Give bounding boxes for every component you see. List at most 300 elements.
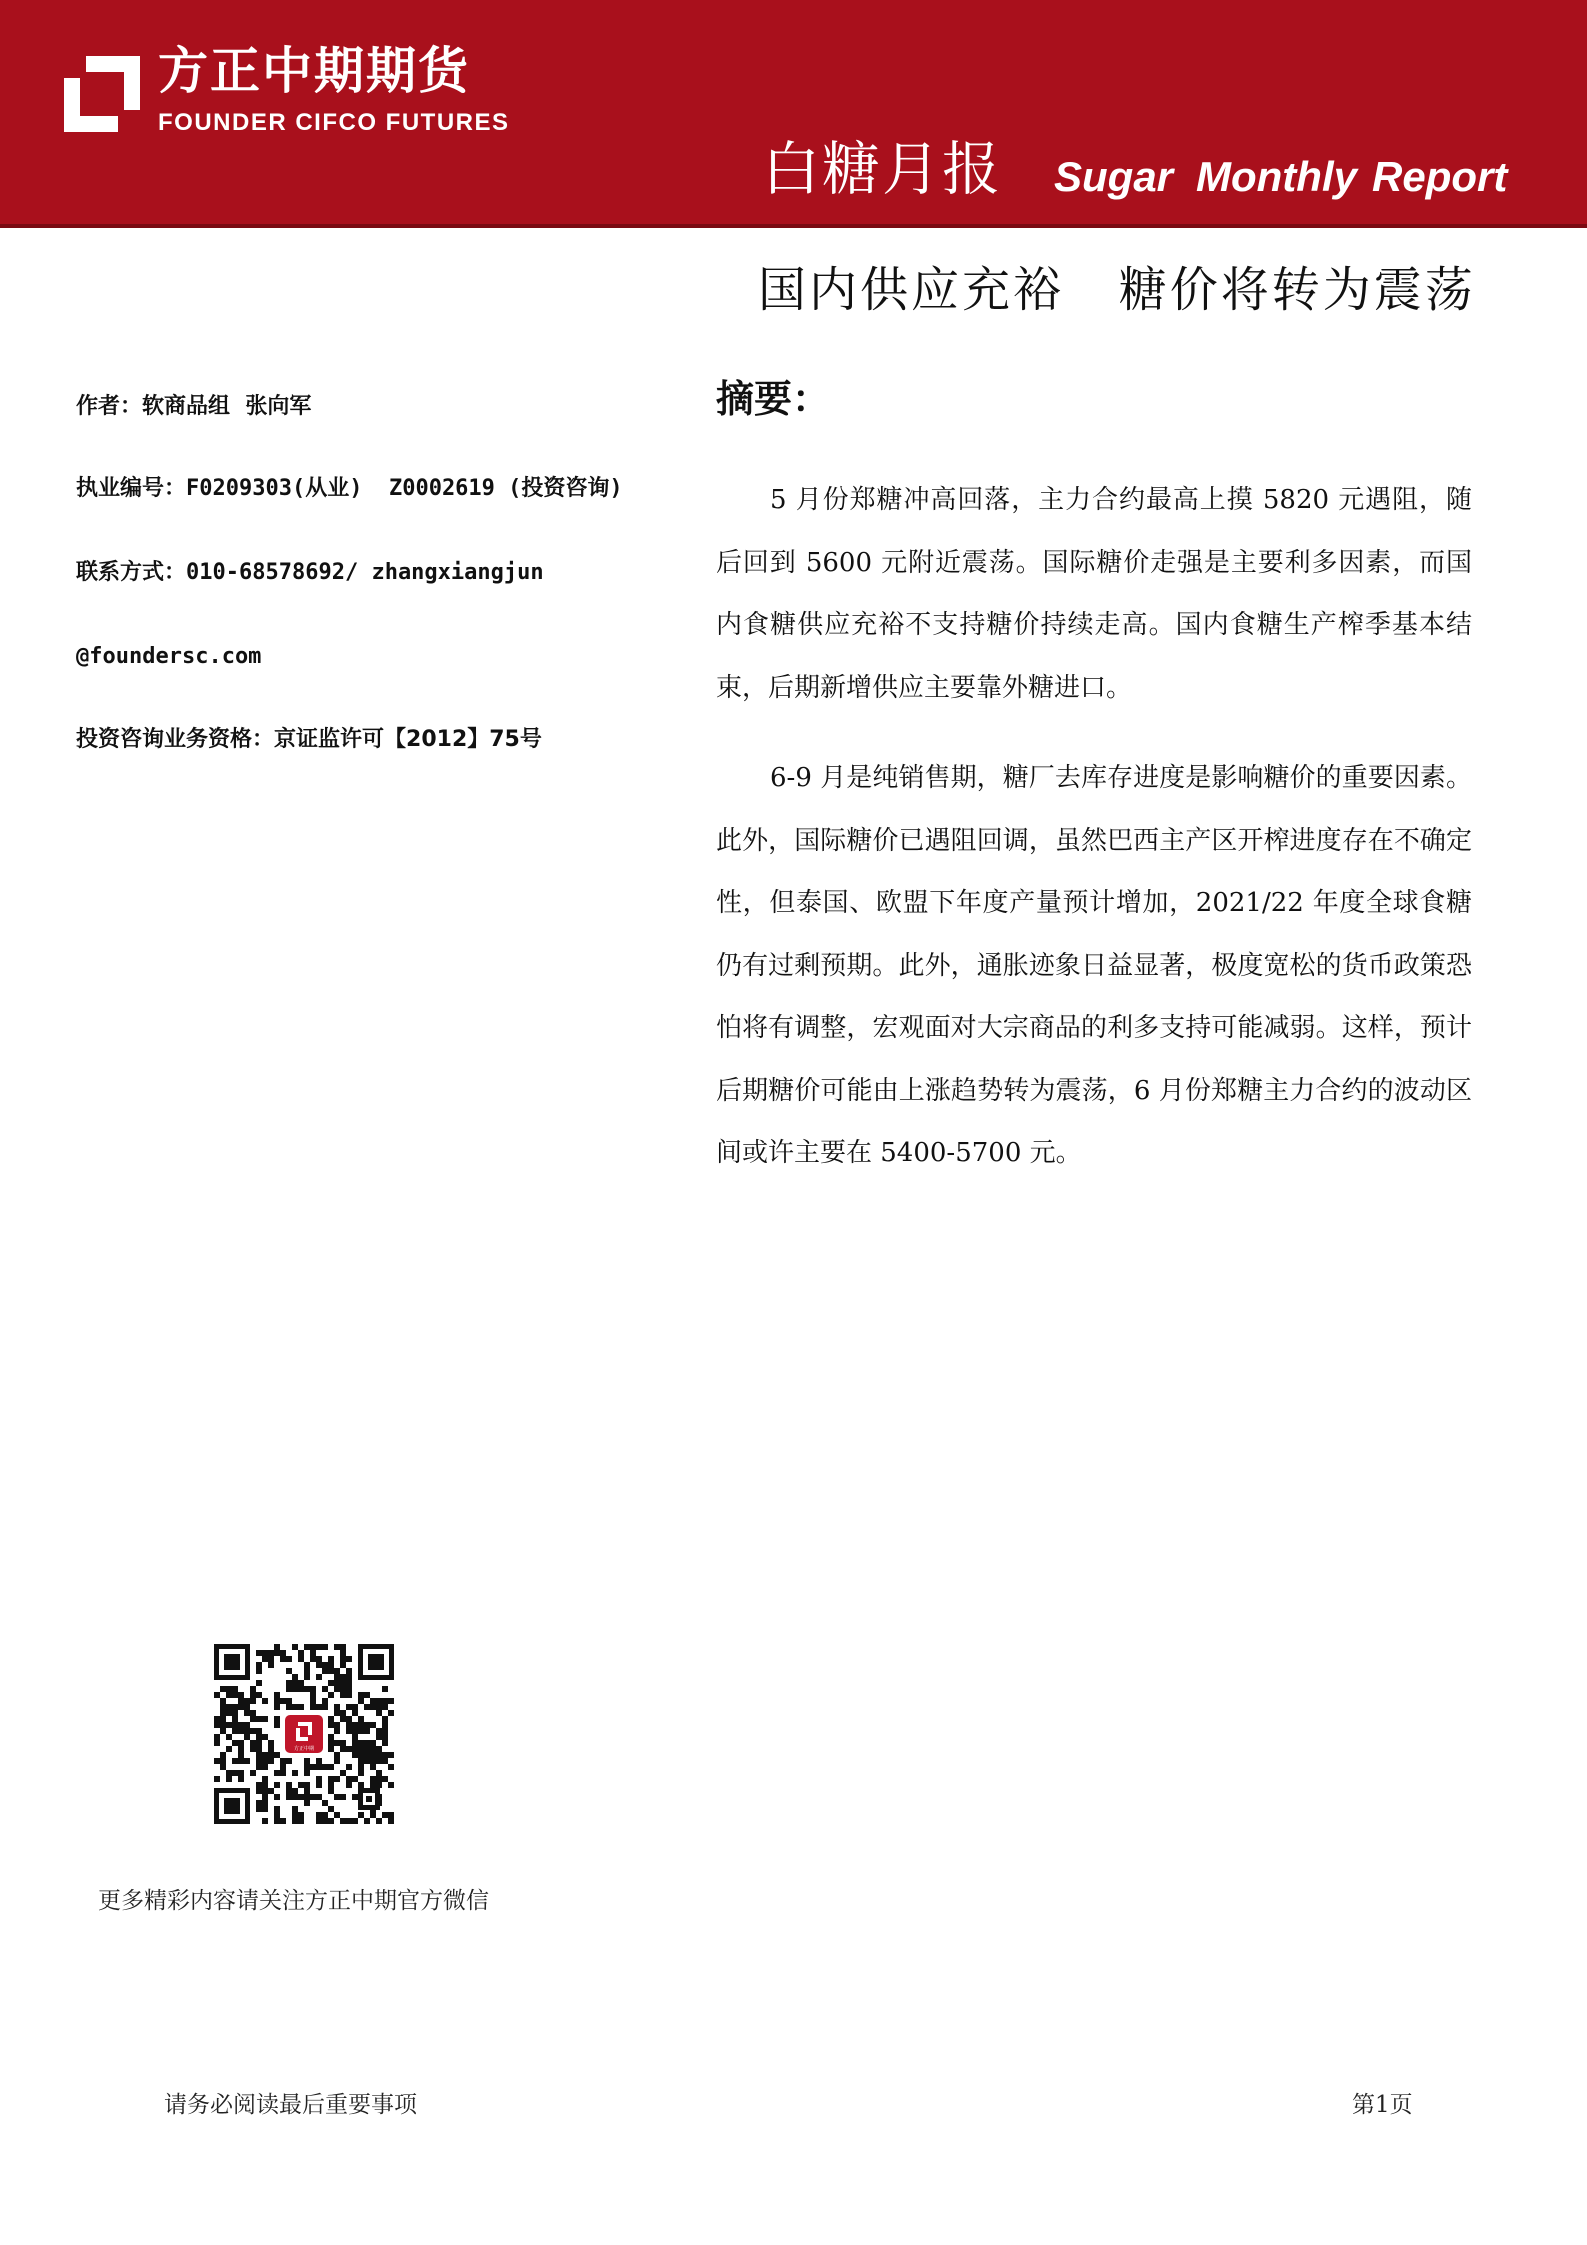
qr-module — [268, 1788, 274, 1794]
qr-module — [292, 1644, 298, 1650]
qr-module — [286, 1668, 292, 1674]
qr-module — [238, 1740, 244, 1746]
qr-module — [310, 1692, 316, 1698]
wechat-qr-code — [214, 1644, 394, 1824]
qr-module — [346, 1782, 352, 1788]
qr-module — [334, 1686, 340, 1692]
qr-module — [346, 1668, 352, 1674]
qr-module — [310, 1656, 316, 1662]
qr-module — [250, 1746, 256, 1752]
qr-module — [334, 1812, 340, 1818]
qr-module — [382, 1740, 388, 1746]
qr-module — [298, 1704, 304, 1710]
qr-module — [358, 1758, 364, 1764]
qr-module — [340, 1680, 346, 1686]
qr-module — [256, 1764, 262, 1770]
qr-module — [232, 1740, 238, 1746]
summary-paragraph-1: 5 月份郑糖冲高回落，主力合约最高上摸 5820 元遇阻，随后回到 5600 元附近震荡。国际糖价走强是主要利多因素，而国内食糖供应充裕不支持糖价持续走高。国内食糖生产榨季基本结束，后期新增供应主要靠外糖进口。 — [716, 485, 1472, 703]
qr-module — [376, 1770, 382, 1776]
qr-module — [310, 1704, 316, 1710]
qr-module — [388, 1812, 394, 1818]
qr-module — [268, 1740, 274, 1746]
qr-module — [328, 1764, 334, 1770]
qr-module — [226, 1776, 232, 1782]
qr-module — [244, 1734, 250, 1740]
qr-module — [292, 1788, 298, 1794]
qr-module — [364, 1740, 370, 1746]
qr-module — [298, 1656, 304, 1662]
qr-module — [310, 1794, 316, 1800]
qr-module — [358, 1764, 364, 1770]
qr-module — [316, 1776, 322, 1782]
qr-module — [268, 1758, 274, 1764]
qr-module — [328, 1668, 334, 1674]
qr-module — [220, 1686, 226, 1692]
qr-module — [322, 1818, 328, 1824]
qr-module — [364, 1758, 370, 1764]
qr-module — [382, 1716, 388, 1722]
page-number: 第1页 — [1352, 2092, 1413, 2118]
qr-module — [370, 1776, 376, 1782]
qr-module — [256, 1752, 262, 1758]
qr-module — [388, 1818, 394, 1824]
qr-module — [292, 1812, 298, 1818]
qr-module — [250, 1698, 256, 1704]
qr-module — [280, 1818, 286, 1824]
qr-module — [256, 1788, 262, 1794]
qr-module — [304, 1764, 310, 1770]
qr-module — [334, 1674, 340, 1680]
qr-module — [220, 1704, 226, 1710]
qr-module — [364, 1752, 370, 1758]
qr-module — [250, 1728, 256, 1734]
qr-module — [352, 1746, 358, 1752]
footer-notice: 请务必阅读最后重要事项 — [164, 2092, 417, 2118]
qr-module — [376, 1818, 382, 1824]
report-type-en-word-1: Sugar — [1054, 153, 1174, 200]
qr-module — [358, 1812, 364, 1818]
qr-module — [346, 1686, 352, 1692]
qr-module — [364, 1728, 370, 1734]
company-name-cn: 方正中期期货 — [158, 42, 470, 100]
qr-module — [292, 1770, 298, 1776]
qr-module — [262, 1734, 268, 1740]
qr-module — [274, 1806, 280, 1812]
qr-module — [232, 1704, 238, 1710]
qr-module — [382, 1728, 388, 1734]
qr-module — [226, 1710, 232, 1716]
qr-module — [250, 1770, 256, 1776]
qr-module — [274, 1692, 280, 1698]
qr-module — [334, 1680, 340, 1686]
qr-module — [358, 1752, 364, 1758]
qr-module — [220, 1722, 226, 1728]
qr-module — [358, 1746, 364, 1752]
qr-module — [298, 1794, 304, 1800]
qr-module — [304, 1770, 310, 1776]
qr-module — [334, 1704, 340, 1710]
qr-module — [346, 1746, 352, 1752]
qr-module — [316, 1704, 322, 1710]
qr-module — [262, 1752, 268, 1758]
qr-module — [262, 1776, 268, 1782]
qr-module — [346, 1674, 352, 1680]
qr-module — [382, 1698, 388, 1704]
qr-module — [262, 1782, 268, 1788]
qr-module — [358, 1782, 364, 1788]
qr-module — [256, 1746, 262, 1752]
qr-module — [382, 1758, 388, 1764]
qr-module — [382, 1686, 388, 1692]
qr-caption: 更多精彩内容请关注方正中期官方微信 — [98, 1888, 489, 1914]
qr-module — [304, 1668, 310, 1674]
qr-module — [214, 1740, 220, 1746]
qr-module — [376, 1782, 382, 1788]
qr-module — [256, 1692, 262, 1698]
qr-module — [286, 1680, 292, 1686]
qr-module — [358, 1740, 364, 1746]
qr-module — [280, 1758, 286, 1764]
qr-module — [328, 1662, 334, 1668]
qr-module — [382, 1752, 388, 1758]
qr-module — [304, 1788, 310, 1794]
report-title: 国内供应充裕 糖价将转为震荡 — [758, 262, 1476, 318]
author-line — [76, 396, 311, 418]
qr-module — [238, 1752, 244, 1758]
qr-module — [304, 1662, 310, 1668]
qr-module — [340, 1650, 346, 1656]
qr-module — [256, 1680, 262, 1686]
qr-module — [376, 1746, 382, 1752]
qr-module — [328, 1734, 334, 1740]
qr-module — [268, 1650, 274, 1656]
author-label: 作者： — [76, 394, 143, 419]
qr-module — [388, 1764, 394, 1770]
qr-module — [388, 1698, 394, 1704]
contact-line — [76, 562, 544, 584]
qr-module — [364, 1746, 370, 1752]
qr-module — [388, 1752, 394, 1758]
license-line — [76, 478, 623, 500]
qr-module — [214, 1716, 220, 1722]
qr-module — [316, 1758, 322, 1764]
qr-module — [244, 1758, 250, 1764]
qr-module — [268, 1752, 274, 1758]
qr-module — [334, 1758, 340, 1764]
qr-module — [232, 1722, 238, 1728]
qr-module — [238, 1704, 244, 1710]
qr-module — [346, 1680, 352, 1686]
qr-module — [340, 1674, 346, 1680]
qr-module — [364, 1818, 370, 1824]
qr-module — [280, 1764, 286, 1770]
qr-module — [370, 1812, 376, 1818]
qr-module — [220, 1752, 226, 1758]
qr-module — [232, 1758, 238, 1764]
qr-module — [244, 1722, 250, 1728]
qr-module — [220, 1698, 226, 1704]
qr-module — [340, 1644, 346, 1650]
qr-module — [304, 1800, 310, 1806]
qr-module — [370, 1722, 376, 1728]
qr-module — [328, 1788, 334, 1794]
qr-module — [226, 1686, 232, 1692]
qr-module — [286, 1698, 292, 1704]
qr-module — [352, 1704, 358, 1710]
qr-module — [262, 1806, 268, 1812]
qr-module — [382, 1776, 388, 1782]
qr-module — [274, 1818, 280, 1824]
qr-module — [250, 1686, 256, 1692]
qr-module — [238, 1776, 244, 1782]
qr-module — [304, 1674, 310, 1680]
qr-module — [334, 1740, 340, 1746]
qr-module — [358, 1716, 364, 1722]
qr-module — [214, 1692, 220, 1698]
qr-module — [232, 1710, 238, 1716]
qr-module — [382, 1722, 388, 1728]
qr-module — [292, 1680, 298, 1686]
qr-module — [316, 1764, 322, 1770]
qr-module — [370, 1746, 376, 1752]
qr-module — [268, 1746, 274, 1752]
qr-module — [316, 1794, 322, 1800]
qr-module — [346, 1716, 352, 1722]
qr-module — [304, 1644, 310, 1650]
qr-center-label: 方正中期 — [293, 1746, 315, 1752]
qr-module — [322, 1704, 328, 1710]
qr-module — [328, 1656, 334, 1662]
qr-module — [304, 1686, 310, 1692]
report-header-band — [0, 0, 1587, 228]
qualification-line — [76, 729, 542, 751]
qr-module — [346, 1728, 352, 1734]
qr-module — [262, 1794, 268, 1800]
qr-module — [316, 1674, 322, 1680]
qr-module — [232, 1716, 238, 1722]
qr-module — [298, 1686, 304, 1692]
qr-module — [376, 1758, 382, 1764]
qr-module — [256, 1728, 262, 1734]
qr-module — [322, 1800, 328, 1806]
qr-module — [286, 1656, 292, 1662]
qr-module — [376, 1734, 382, 1740]
qr-module — [274, 1770, 280, 1776]
qr-module — [286, 1704, 292, 1710]
qr-module — [292, 1818, 298, 1824]
qr-module — [346, 1692, 352, 1698]
qr-module — [346, 1656, 352, 1662]
qr-module — [256, 1782, 262, 1788]
qr-module — [388, 1710, 394, 1716]
license-value: F0209303(从业) Z0002619 (投资咨询) — [186, 476, 623, 501]
report-type-en-word-3: Report — [1372, 153, 1508, 200]
qr-module — [238, 1722, 244, 1728]
qr-module — [238, 1758, 244, 1764]
qr-module — [274, 1722, 280, 1728]
qr-module — [370, 1782, 376, 1788]
qr-module — [322, 1662, 328, 1668]
qr-module — [244, 1710, 250, 1716]
qr-module — [364, 1704, 370, 1710]
qr-module — [310, 1644, 316, 1650]
qr-module — [328, 1776, 334, 1782]
qr-module — [328, 1782, 334, 1788]
qr-module — [220, 1716, 226, 1722]
qr-module — [358, 1728, 364, 1734]
report-type-en-word-2: Monthly — [1196, 153, 1357, 200]
qr-module — [214, 1776, 220, 1782]
qr-module — [250, 1740, 256, 1746]
qr-module — [316, 1662, 322, 1668]
qr-module — [262, 1788, 268, 1794]
qr-module — [376, 1752, 382, 1758]
qr-module — [214, 1734, 220, 1740]
qr-module — [262, 1764, 268, 1770]
qr-module — [334, 1728, 340, 1734]
qr-module — [316, 1812, 322, 1818]
qr-module — [370, 1752, 376, 1758]
qr-module — [304, 1782, 310, 1788]
qr-module — [328, 1818, 334, 1824]
qr-module — [268, 1656, 274, 1662]
qr-module — [238, 1728, 244, 1734]
qr-module — [256, 1800, 262, 1806]
qr-module — [256, 1740, 262, 1746]
qr-module — [340, 1656, 346, 1662]
qr-module — [340, 1662, 346, 1668]
qr-module — [364, 1722, 370, 1728]
qr-module — [220, 1728, 226, 1734]
qr-module — [340, 1710, 346, 1716]
qr-module — [352, 1794, 358, 1800]
qr-module — [274, 1716, 280, 1722]
qualification-label: 投资咨询业务资格： — [76, 727, 275, 752]
qr-module — [256, 1650, 262, 1656]
qr-module — [244, 1704, 250, 1710]
qr-module — [364, 1692, 370, 1698]
qr-module — [328, 1692, 334, 1698]
qr-module — [328, 1746, 334, 1752]
qr-module — [358, 1722, 364, 1728]
qr-module — [256, 1662, 262, 1668]
qr-module — [286, 1788, 292, 1794]
qr-module — [370, 1698, 376, 1704]
company-logo-icon — [64, 56, 140, 132]
qr-module — [352, 1740, 358, 1746]
qr-module — [274, 1644, 280, 1650]
qr-module — [340, 1692, 346, 1698]
qr-module — [274, 1782, 280, 1788]
qr-module — [328, 1806, 334, 1812]
qr-module — [262, 1656, 268, 1662]
qr-module — [262, 1698, 268, 1704]
qr-module — [316, 1656, 322, 1662]
qr-module — [226, 1770, 232, 1776]
qr-module — [322, 1764, 328, 1770]
qr-module — [352, 1710, 358, 1716]
qr-module — [262, 1716, 268, 1722]
qr-module — [352, 1722, 358, 1728]
qr-module — [274, 1794, 280, 1800]
qr-module — [376, 1704, 382, 1710]
qr-module — [358, 1692, 364, 1698]
qr-module — [250, 1692, 256, 1698]
qr-module — [376, 1710, 382, 1716]
email-domain: @foundersc.com — [76, 644, 262, 669]
qr-module — [328, 1740, 334, 1746]
qr-module — [370, 1740, 376, 1746]
qr-module — [370, 1764, 376, 1770]
qr-module — [232, 1686, 238, 1692]
qr-module — [286, 1794, 292, 1800]
qr-module — [352, 1752, 358, 1758]
qr-module — [274, 1698, 280, 1704]
qr-module — [352, 1818, 358, 1824]
qr-module — [244, 1698, 250, 1704]
qr-module — [292, 1686, 298, 1692]
qr-module — [340, 1746, 346, 1752]
qr-module — [304, 1758, 310, 1764]
qr-module — [298, 1812, 304, 1818]
author-value: 软商品组 张向军 — [142, 394, 312, 419]
qr-module — [286, 1758, 292, 1764]
qr-module — [232, 1770, 238, 1776]
qr-module — [226, 1704, 232, 1710]
email-line — [76, 646, 261, 668]
qr-module — [328, 1716, 334, 1722]
qr-module — [256, 1668, 262, 1674]
qr-module — [298, 1680, 304, 1686]
qr-module — [334, 1752, 340, 1758]
contact-label: 联系方式： — [76, 560, 187, 585]
qr-module — [280, 1650, 286, 1656]
qr-module — [226, 1746, 232, 1752]
qr-module — [334, 1794, 340, 1800]
qr-module — [262, 1650, 268, 1656]
qr-module — [388, 1782, 394, 1788]
summary-paragraph-2: 6-9 月是纯销售期，糖厂去库存进度是影响糖价的重要因素。此外，国际糖价已遇阻回调，虽然巴西主产区开榨进度存在不确定性，但泰国、欧盟下年度产量预计增加，2021/22 年度全球食糖仍有过剩预期。此外，通胀迹象日益显著，极度宽松的货币政策恐怕将有调整，宏观面对大宗商品的利多支持可能减弱。这样，预计后期糖价可能由上涨趋势转为震荡，6 月份郑糖主力合约的波动区间或许主要在 5400-5700 元。 — [716, 763, 1472, 1168]
qr-module — [286, 1782, 292, 1788]
qr-module — [256, 1758, 262, 1764]
qr-module — [220, 1764, 226, 1770]
qr-module — [352, 1776, 358, 1782]
qr-module — [310, 1650, 316, 1656]
qr-module — [322, 1812, 328, 1818]
qr-module — [346, 1704, 352, 1710]
qr-module — [310, 1764, 316, 1770]
qr-module — [292, 1794, 298, 1800]
qr-module — [274, 1704, 280, 1710]
qr-module — [334, 1776, 340, 1782]
qr-module — [316, 1782, 322, 1788]
qr-module — [220, 1758, 226, 1764]
qr-module — [292, 1704, 298, 1710]
qr-module — [250, 1710, 256, 1716]
qr-module — [376, 1728, 382, 1734]
qr-module — [346, 1722, 352, 1728]
qr-module — [238, 1692, 244, 1698]
qr-module — [274, 1650, 280, 1656]
qr-module — [280, 1656, 286, 1662]
qr-module — [238, 1698, 244, 1704]
qr-module — [316, 1644, 322, 1650]
company-name-en: FOUNDER CIFCO FUTURES — [158, 109, 510, 136]
qr-module — [244, 1728, 250, 1734]
qr-module — [286, 1686, 292, 1692]
qr-module — [346, 1764, 352, 1770]
qr-module — [256, 1806, 262, 1812]
